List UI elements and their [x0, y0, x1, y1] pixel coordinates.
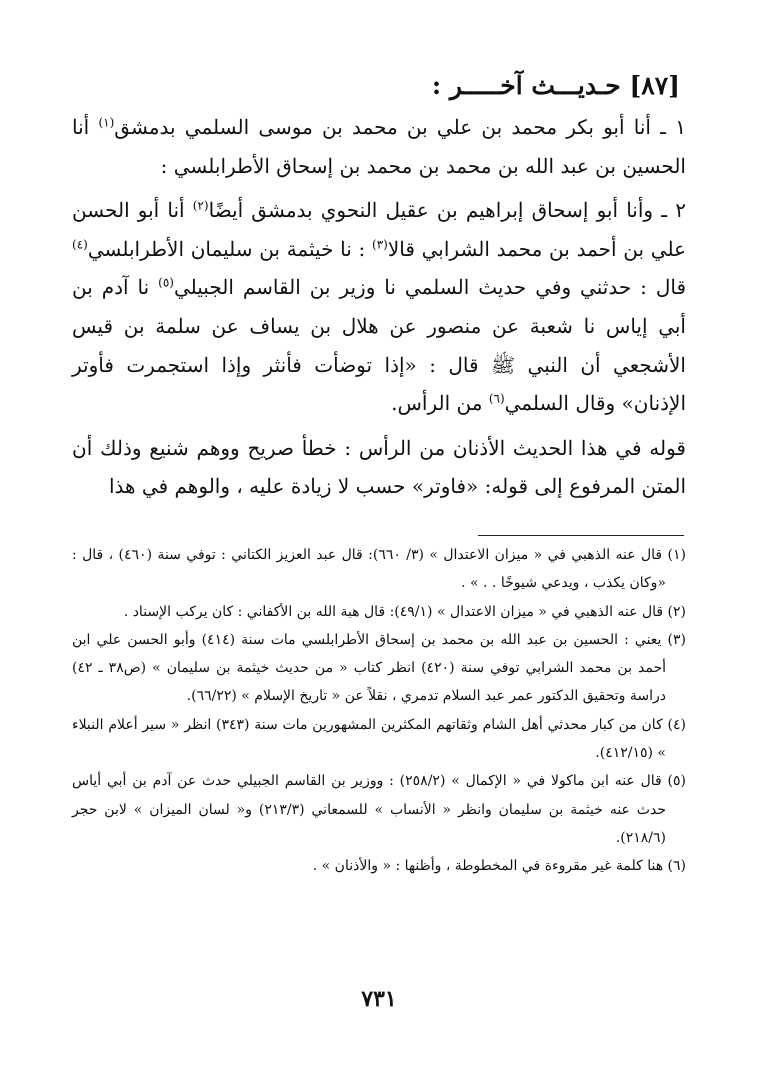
footnote-3: (٣) يعني : الحسين بن عبد الله بن محمد بن إسحاق الأطرابلسي مات سنة (٤١٤) وأبو الحسن علي ابن أحمد بن محمد الشرابي توفي سنة (٤٢٠) انظر كتاب « من حديث خيثمة بن سليمان » (ص٣٨ ـ ٤٢) دراسة وتحقيق الدكتور عمر عبد السلام تدمري ، نقلاً عن « تاريخ الإسلام » (٦٦/٢٢).	[72, 631, 686, 705]
footnote-ref[interactable]: (٤)	[72, 237, 88, 252]
paragraph-1: ١ ـ أنا أبو بكر محمد بن علي بن محمد بن موسى السلمي بدمشق$^{(١)}$ أنا الحسين بن عبد الله بن محمد بن محمد بن إسحاق الأطرابلسي :	[72, 115, 687, 178]
paragraph-2: ٢ ـ وأنا أبو إسحاق إبراهيم بن عقيل النحوي بدمشق أيضًا$^{(٢)}$ أنا أبو الحسن علي بن أحمد بن محمد الشرابي قالا$^{(٣)}$ : نا خيثمة بن سليمان الأطرابلسي$^{(٤)}$ قال : حدثني وفي حديث السلمي نا وزير بن القاسم الجبيلي$^{(٥)}$ نا آدم بن أبي إياس نا شعبة عن منصور عن هلال بن يساف عن سلمة بن قيس الأشجعي أن النبي ﷺ قال : «إذا توضأت فأنثر وإذا استجمرت فأوتر الإذنان» وقال السلمي$^{(٦)}$ من الرأس.	[72, 198, 687, 416]
main-text	[72, 108, 686, 506]
footnote-ref[interactable]: (٣)	[372, 237, 388, 252]
footnote-4: (٤) كان من كبار محدثي أهل الشام وثقاتهم المكثرين المشهورين مات سنة (٣٤٣) انظر « سير أعلام النبلاء » (٤١٢/١٥).	[72, 716, 686, 762]
footnote-ref[interactable]: (٥)	[158, 275, 174, 290]
page-number: ٧٣١	[361, 986, 397, 1012]
footnote-1: (١) قال عنه الذهبي في « ميزان الاعتدال » (٣/ ٦٦٠): قال عبد العزيز الكتاني : توفي سنة (٤٦٠) ، قال : «وكان يكذب ، ويدعي شيوخًا . . » .	[72, 547, 686, 592]
footnote-ref[interactable]: (٢)	[192, 198, 209, 213]
paragraph-3: قوله في هذا الحديث الأذنان من الرأس : خطأ صريح ووهم شنيع وذلك أن المتن المرفوع إلى قوله: «فاوتر» حسب لا زيادة عليه ، والوهم في هذا	[72, 435, 686, 499]
footnote-ref[interactable]: (١)	[98, 115, 115, 130]
footnote-divider	[478, 535, 684, 536]
footnotes	[72, 541, 686, 881]
footnote-6: (٦) هنا كلمة غير مقروءة في المخطوطة ، وأظنها : « والأذنان » .	[312, 858, 686, 875]
footnote-ref[interactable]: (٦)	[488, 391, 505, 406]
footnote-5: (٥) قال عنه ابن ماكولا في « الإكمال » (٢٥٨/٢) : ووزير بن القاسم الجبيلي حدث عن آدم بن أبي أياس حدث عنه خيثمة بن سليمان وانظر « الأنساب » للسمعاني (٢١٣/٣) و« لسان الميزان » لابن حجر (٢١٨/٦).	[72, 773, 686, 846]
footnote-2: (٢) قال عنه الذهبي في « ميزان الاعتدال » (٤٩/١): قال هبة الله بن الأكفاني : كان يركب الإسناد .	[123, 603, 686, 620]
section-heading: [٨٧] حـديـــث آخـــــر :	[431, 71, 680, 100]
